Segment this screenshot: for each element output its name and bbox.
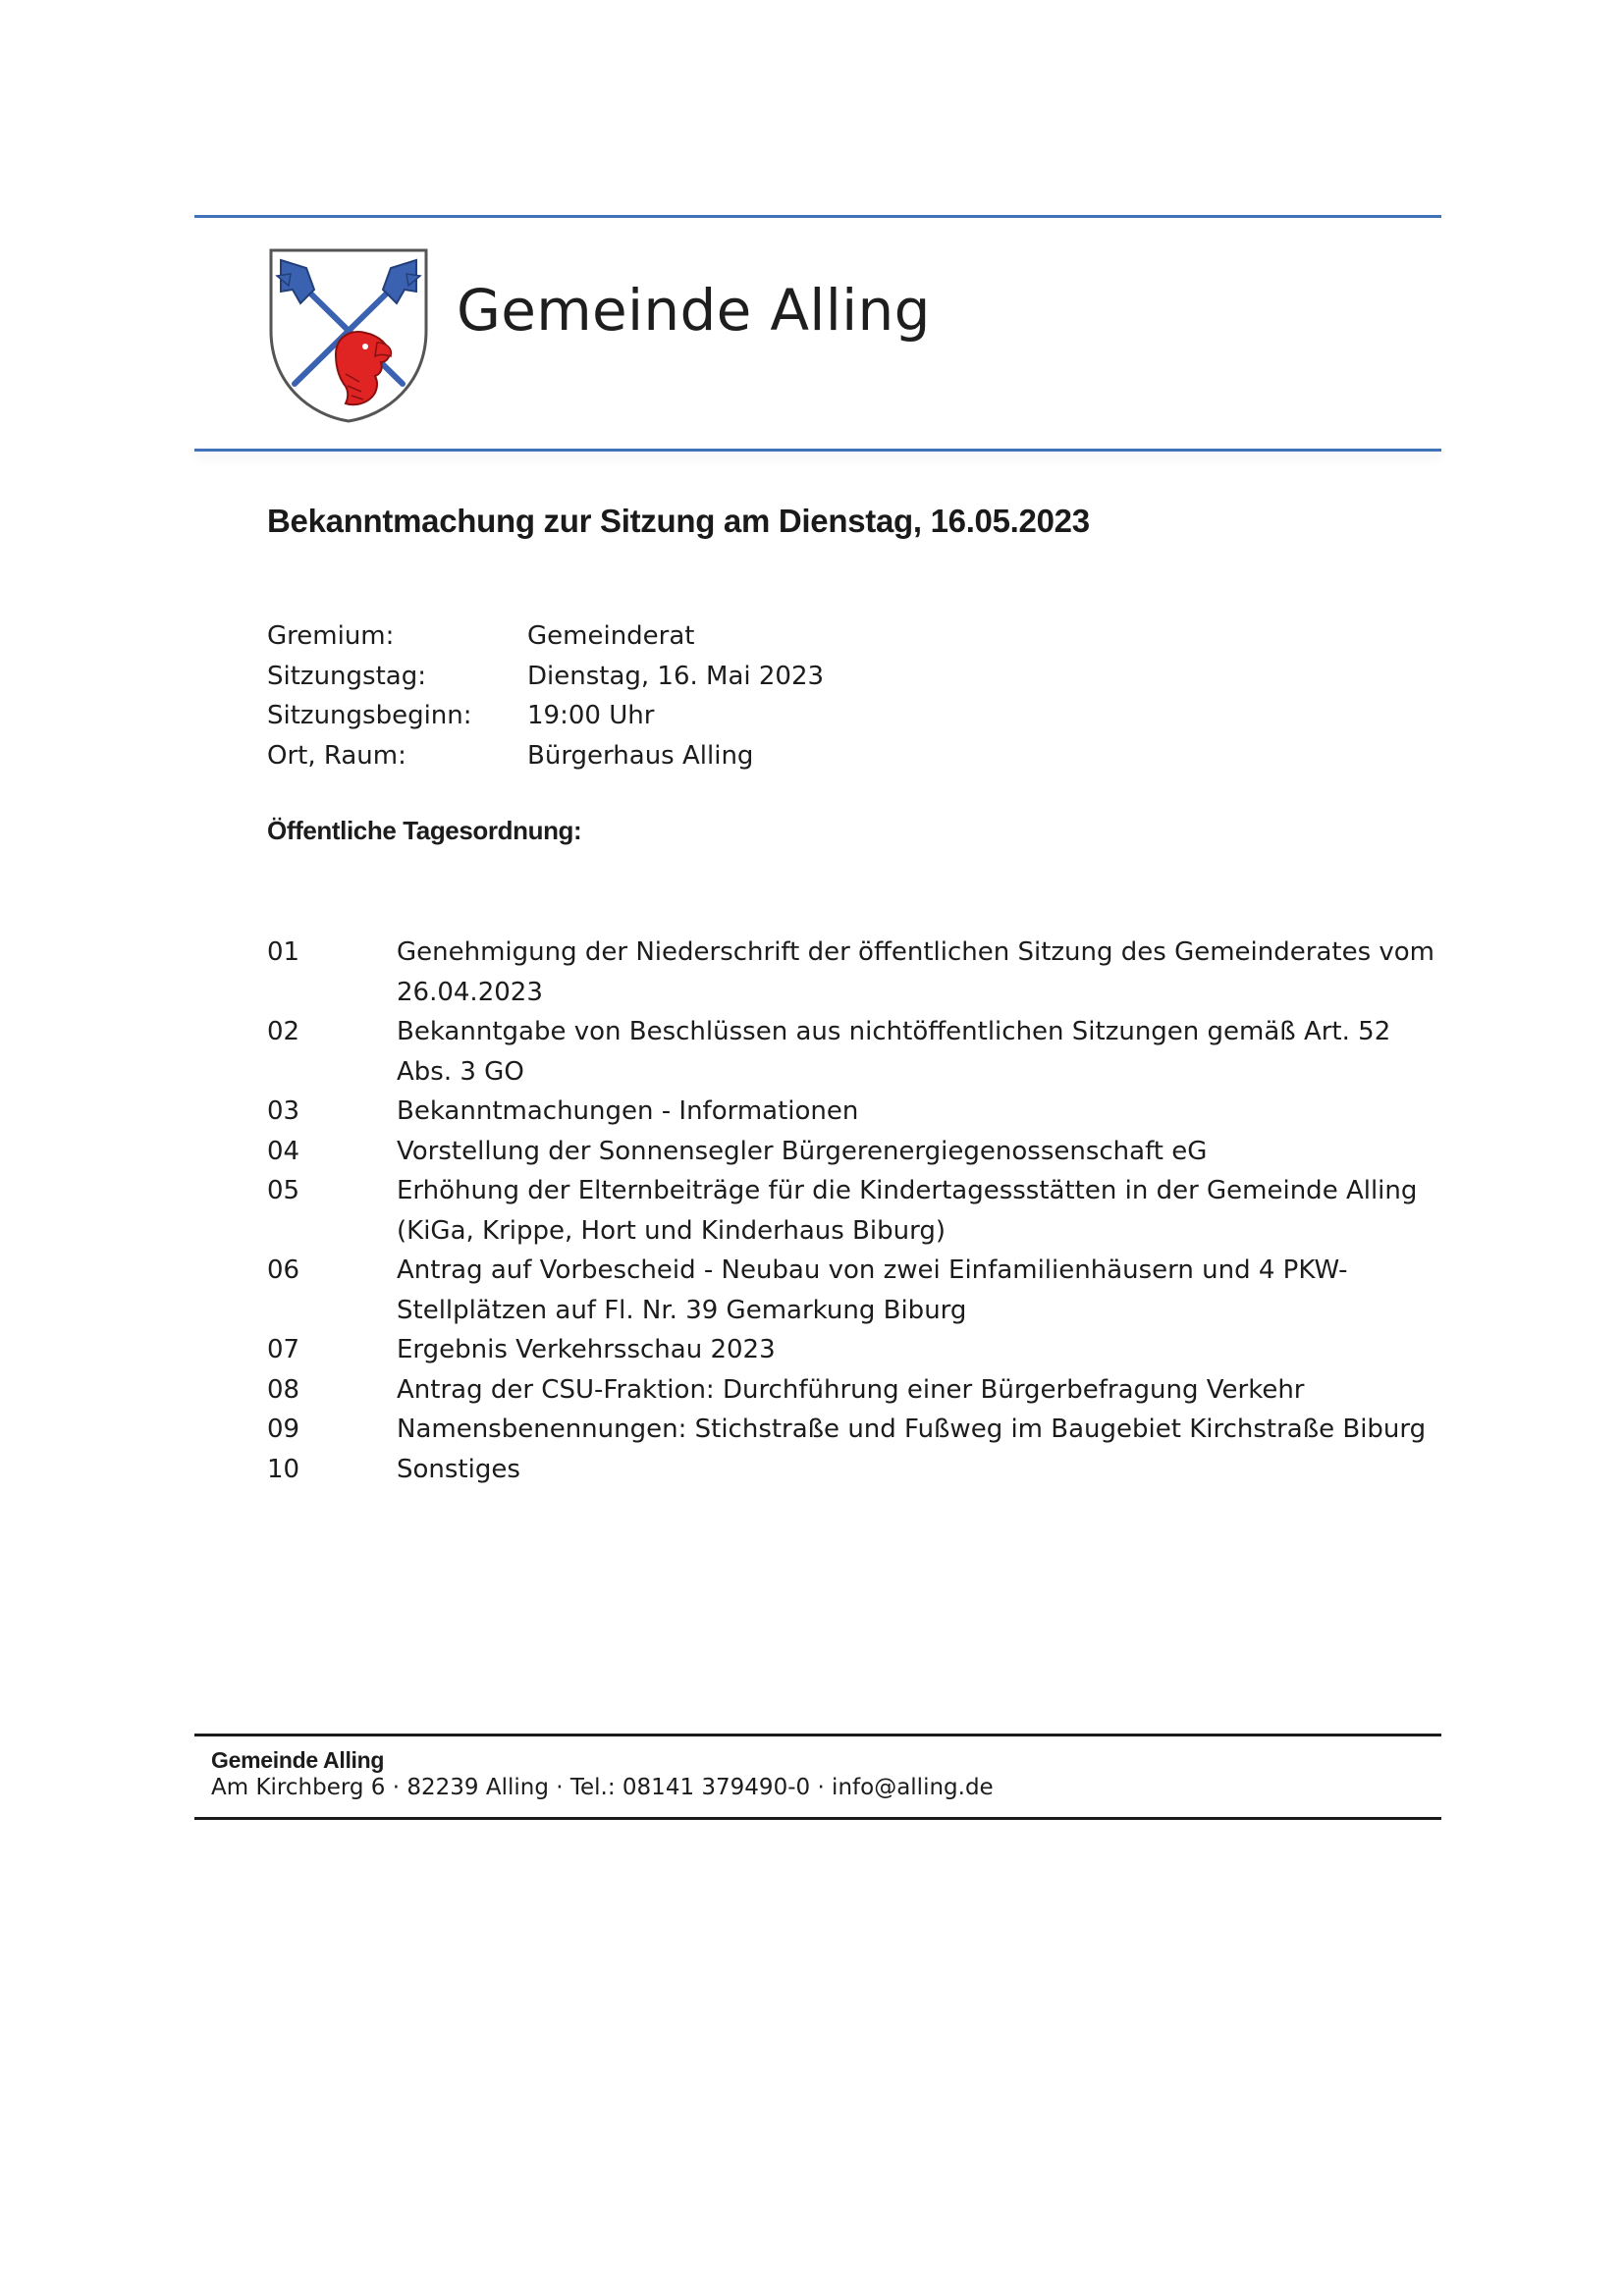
footer-contact: Am Kirchberg 6 · 82239 Alling · Tel.: 08141 379490-0 · info@alling.de bbox=[211, 1775, 994, 1800]
agenda-item-text: Genehmigung der Niederschrift der öffentlichen Sitzung des Gemeinderates vom 26.04.2023 bbox=[397, 937, 1434, 1007]
agenda-item bbox=[267, 1330, 1445, 1370]
agenda-item-number: 05 bbox=[267, 1176, 300, 1205]
agenda-item-number: 09 bbox=[267, 1415, 300, 1444]
document-title: Bekanntmachung zur Sitzung am Dienstag, 16.05.2023 bbox=[267, 503, 1090, 539]
meta-row-sitzungstag bbox=[267, 657, 824, 697]
agenda-item bbox=[267, 1092, 1445, 1132]
meta-row-sitzungsbeginn bbox=[267, 696, 824, 736]
agenda-item-text: Erhöhung der Elternbeiträge für die Kindertagessstätten in der Gemeinde Alling (KiGa, Krippe, Hort und Kinderhaus Biburg) bbox=[397, 1176, 1418, 1246]
agenda-item-number: 10 bbox=[267, 1454, 300, 1484]
agenda-item bbox=[267, 1410, 1445, 1450]
agenda-item bbox=[267, 1251, 1445, 1330]
meta-label: Ort, Raum: bbox=[267, 740, 406, 771]
agenda-item bbox=[267, 1370, 1445, 1411]
meeting-details bbox=[267, 616, 824, 775]
agenda-item-number: 08 bbox=[267, 1374, 300, 1405]
agenda-item-number: 04 bbox=[267, 1136, 300, 1166]
agenda-item-number: 01 bbox=[267, 937, 300, 967]
meta-label: Sitzungsbeginn: bbox=[267, 701, 472, 730]
meta-label: Gremium: bbox=[267, 621, 395, 651]
agenda-item-text: Antrag auf Vorbescheid - Neubau von zwei Einfamilienhäusern und 4 PKW-Stellplätzen auf Fl. Nr. 39 Gemarkung Biburg bbox=[397, 1255, 1348, 1325]
agenda-item-number: 03 bbox=[267, 1096, 300, 1126]
footer-organization: Gemeinde Alling bbox=[211, 1747, 385, 1773]
footer-bottom-rule bbox=[194, 1817, 1441, 1820]
agenda-item-number: 07 bbox=[267, 1335, 300, 1364]
agenda-item-text: Bekanntgabe von Beschlüssen aus nichtöffentlichen Sitzungen gemäß Art. 52 Abs. 3 GO bbox=[397, 1017, 1391, 1087]
header-top-rule bbox=[194, 215, 1441, 218]
agenda-item-text: Namensbenennungen: Stichstraße und Fußweg im Baugebiet Kirchstraße Biburg bbox=[397, 1415, 1427, 1444]
agenda-heading: Öffentliche Tagesordnung: bbox=[267, 816, 582, 845]
agenda-item bbox=[267, 1450, 1445, 1490]
agenda-item bbox=[267, 1132, 1445, 1172]
meta-value: Gemeinderat bbox=[527, 621, 695, 651]
coat-of-arms-icon bbox=[267, 246, 430, 425]
agenda-item-text: Sonstiges bbox=[397, 1454, 520, 1484]
meta-value: 19:00 Uhr bbox=[527, 701, 655, 730]
meta-label: Sitzungstag: bbox=[267, 661, 426, 691]
header-bottom-rule bbox=[194, 449, 1441, 452]
agenda-item-text: Vorstellung der Sonnensegler Bürgerenergiegenossenschaft eG bbox=[397, 1136, 1208, 1166]
meta-row-ort-raum bbox=[267, 736, 824, 776]
agenda-item-text: Antrag der CSU-Fraktion: Durchführung einer Bürgerbefragung Verkehr bbox=[397, 1374, 1305, 1405]
agenda-item bbox=[267, 933, 1445, 1012]
agenda-item-number: 06 bbox=[267, 1255, 300, 1285]
organization-title: Gemeinde Alling bbox=[457, 277, 931, 344]
meta-value: Bürgerhaus Alling bbox=[527, 740, 754, 771]
agenda-item-text: Ergebnis Verkehrsschau 2023 bbox=[397, 1335, 776, 1364]
agenda-item-text: Bekanntmachungen - Informationen bbox=[397, 1096, 859, 1126]
meta-row-gremium bbox=[267, 616, 824, 657]
meta-value: Dienstag, 16. Mai 2023 bbox=[527, 661, 825, 691]
footer-top-rule bbox=[194, 1734, 1441, 1736]
agenda-item-number: 02 bbox=[267, 1017, 300, 1046]
agenda-item bbox=[267, 1171, 1445, 1251]
agenda-item bbox=[267, 1012, 1445, 1092]
agenda-list bbox=[267, 933, 1445, 1489]
